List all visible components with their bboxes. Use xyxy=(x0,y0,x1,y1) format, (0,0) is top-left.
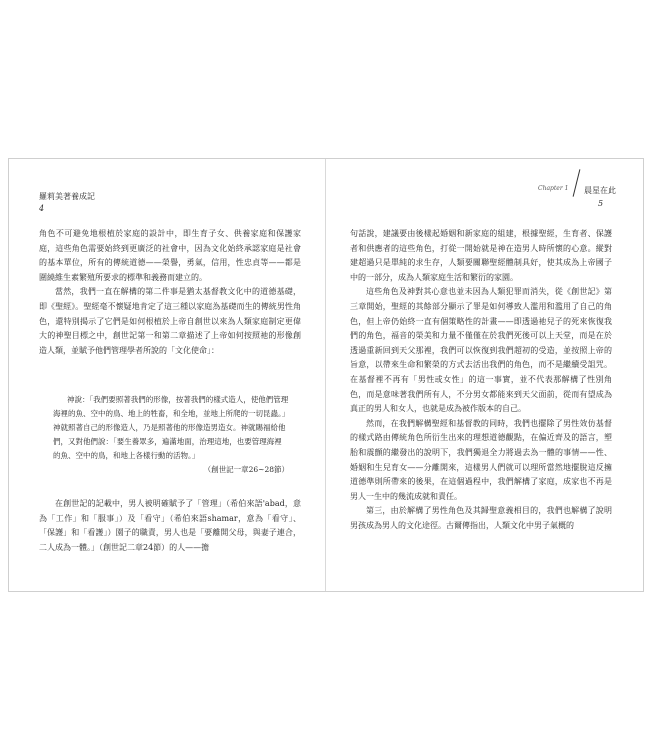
quote-citation: （創世記一章26~28節） xyxy=(203,465,289,474)
paragraph: 角色不可避免地根植於家庭的設計中，即生育子女、供養家庭和保護家庭，這些角色需要始終到更廣泛的社會中，因為文化始終承認家庭是社會的基本單位，所有的傳統道德——榮譽，勇氣，信用，性忠貞等——都是圍繞維生素繁殖所要求的標準和義務而建立的。 xyxy=(39,229,301,282)
chapter-slash-ornament xyxy=(573,169,581,196)
right-body-text xyxy=(350,227,612,533)
left-body-text-continued xyxy=(39,497,301,555)
paragraph: 這些角色及神對其心意也並未因為人類犯罪而消失，從《創世記》第三章開始，聖經的其餘部分顯示了罪是如何導致人濫用和濫用了自己的角色，但上帝仍始終一直有個策略性的計畫——即透過祂兒子的死來恢復我們的角色，福音的榮美和力量不僅僅在於我們死後可以上天堂，而是在於透過重新回到天父那裡，我們可以恢復到我們超初的受造，並按照上帝的旨意，以帶來生命和繁榮的方式去活出我們的角色，而不是繼續受詛咒。在基督裡不再有「男性或女性」的這一事實，並不代表那解構了性別角色，而是意味著我們所有人，不分男女都能來到天父面前，從而有望成為真正的男人和女人，也就是成為被作版本的自己。 xyxy=(350,287,612,414)
right-page xyxy=(326,159,643,591)
left-page xyxy=(9,159,325,591)
paragraph: 當然，我們一直在解構的第二件事是猶太基督教文化中的道德基礎，即《聖經》。聖經毫不懷疑地肯定了這三種以家庭為基礎而生的傳統男性角色，還特別揭示了它們是如何根植於上帝自創世以來為人類家庭制定更偉大的神聖目標之中，創世記第一和第二章描述了上帝如何按照祂的形像創造人類，並賦予他們管理學者所說的「文化使命」： xyxy=(39,287,301,355)
paragraph: 句話說，建議要由後樣起婚姻和新家庭的組建，根據聖經，生育者、保護者和供應者的這些角色，打從一開始就是神在造男人時所懷的心意。縱對建超過只是單純的求生存，人類要關聯聖經體制具好，使其成為上帝國子中的一部分，成為人類家庭生活和繁衍的家園。 xyxy=(350,229,612,282)
left-page-number: 4 xyxy=(39,204,45,213)
left-body-text xyxy=(39,227,301,358)
bible-quote xyxy=(53,393,289,477)
book-spread xyxy=(8,158,644,592)
paragraph: 在創世記的記載中，男人被明確賦予了「管理」（希伯來語'abad，意為「工作」和「服事」）及「看守」（希伯來語shamar，意為「看守」、「保護」和「看護」）園子的職責，男人也是「要離開父母，與妻子連合，二人成為一體。」（創世記二章24節）的人——擔 xyxy=(39,499,301,552)
quote-text: 神說：「我們要照著我們的形像，按著我們的樣式造人，使他們管理海裡的魚、空中的鳥、地上的牲畜，和全地，並地上所爬的一切昆蟲。」神就照著自己的形像造人，乃是照著他的形像造男造女。神就賜福給他們，又對他們說：「要生養眾多，遍滿地面，治理這地，也要管理海裡的魚、空中的鳥，和地上各樣行動的活物。」 xyxy=(53,395,289,460)
right-header-title: 晨星在此 xyxy=(584,186,616,195)
left-header-title: 羅莉美著養成記 xyxy=(39,192,95,201)
right-page-number: 5 xyxy=(598,199,604,208)
chapter-label: Chapter 1 xyxy=(538,185,569,192)
paragraph: 第三，由於解構了男性角色及其歸聖意義相目的，我們也解構了說明男孩成為男人的文化途徑。古爾傳指出，人類文化中男子氣概的 xyxy=(350,506,612,530)
paragraph: 然而，在我們解構聖經和基督教的同時，我們也擺除了男性效仿基督的樣式路由傳統角色所衍生出來的理想道德觀點，在偏近齊及的語言，塑胎和震顫的繼發出的說明下，我們獨退全力將過去為一體的事情——性、婚姻和生兒育女——分離開來，這樣男人們就可以理所當然地擺脫這反擁道德準則所帶來的後果，在這個過程中，我們解構了家庭，成家也不再是男人一生中的幾流成就和責任。 xyxy=(350,418,612,501)
